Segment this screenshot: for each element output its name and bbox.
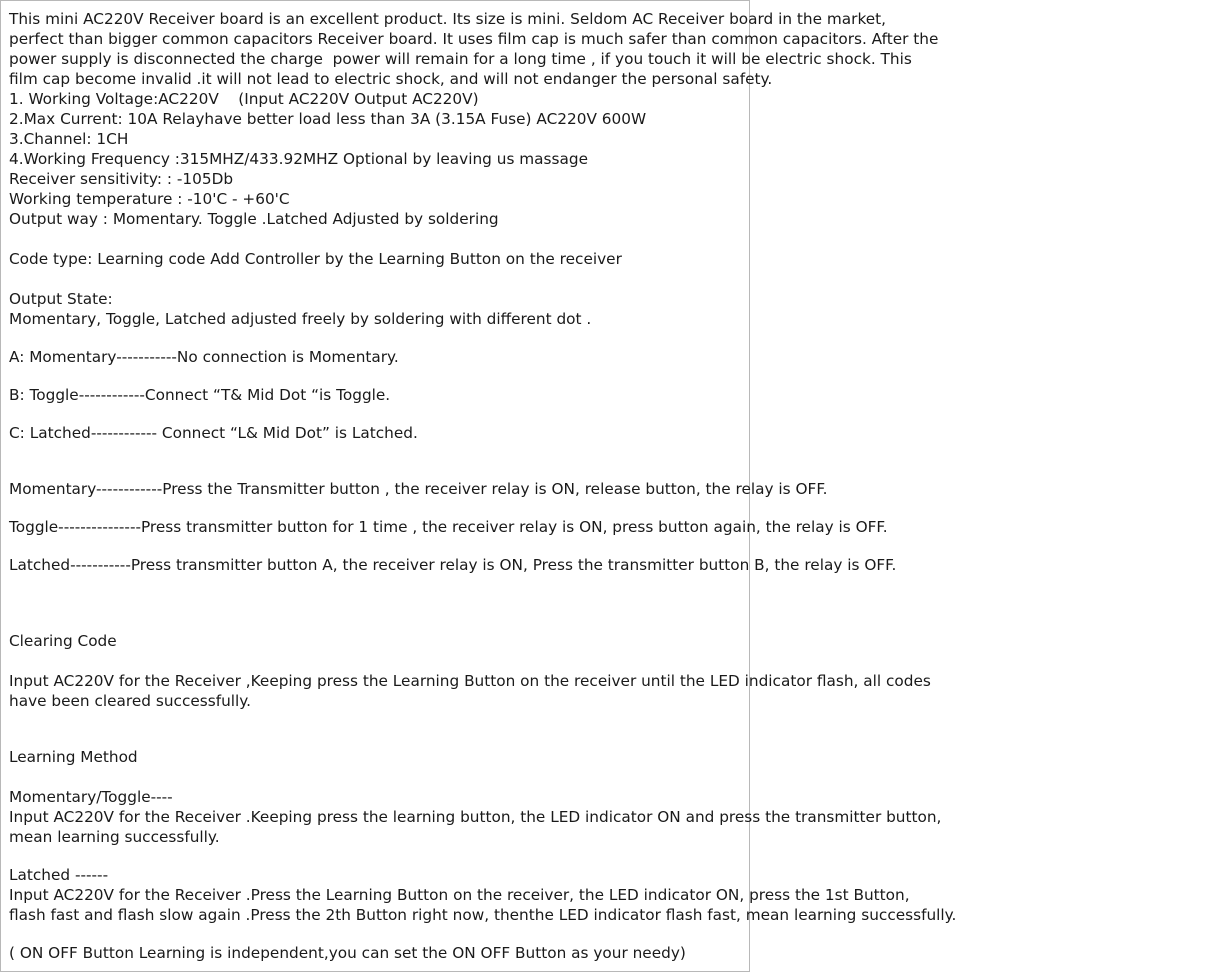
spec-voltage: 1. Working Voltage:AC220V (Input AC220V Output AC220V) — [9, 90, 479, 108]
intro-line-3: power supply is disconnected the charge power will remain for a long time , if you touch it will be electric shock. This — [9, 50, 912, 68]
learning-momentary-heading: Momentary/Toggle---- — [9, 788, 173, 806]
spec-channel: 3.Channel: 1CH — [9, 130, 129, 148]
output-state-heading: Output State: — [9, 290, 113, 308]
option-c-latched: C: Latched------------ Connect “L& Mid Dot” is Latched. — [9, 424, 418, 442]
learning-momentary-line-1: Input AC220V for the Receiver .Keeping press the learning button, the LED indicator ON and press the transmitter button, — [9, 808, 942, 826]
code-type: Code type: Learning code Add Controller by the Learning Button on the receiver — [9, 250, 622, 268]
spec-frequency: 4.Working Frequency :315MHZ/433.92MHZ Optional by leaving us massage — [9, 150, 588, 168]
intro-line-2: perfect than bigger common capacitors Receiver board. It uses film cap is much safer than common capacitors. After the — [9, 30, 939, 48]
learning-latched-line-1: Input AC220V for the Receiver .Press the Learning Button on the receiver, the LED indicator ON, press the 1st Button, — [9, 886, 910, 904]
spec-output-way: Output way : Momentary. Toggle .Latched Adjusted by soldering — [9, 210, 499, 228]
learning-latched-line-2: flash fast and flash slow again .Press the 2th Button right now, thenthe LED indicator flash fast, mean learning successfully. — [9, 906, 957, 924]
footer-note: ( ON OFF Button Learning is independent,you can set the ON OFF Button as your needy) — [9, 944, 686, 962]
clearing-code-heading: Clearing Code — [9, 632, 117, 650]
mode-latched: Latched-----------Press transmitter button A, the receiver relay is ON, Press the transmitter button B, the relay is OFF. — [9, 556, 897, 574]
clearing-code-line-2: have been cleared successfully. — [9, 692, 252, 710]
learning-momentary-line-2: mean learning successfully. — [9, 828, 220, 846]
clearing-code-line-1: Input AC220V for the Receiver ,Keeping press the Learning Button on the receiver until the LED indicator flash, all codes — [9, 672, 931, 690]
learning-method-heading: Learning Method — [9, 748, 138, 766]
mode-toggle: Toggle---------------Press transmitter button for 1 time , the receiver relay is ON, press button again, the relay is OFF. — [9, 518, 888, 536]
mode-momentary: Momentary------------Press the Transmitter button , the receiver relay is ON, release button, the relay is OFF. — [9, 480, 828, 498]
spec-sensitivity: Receiver sensitivity: : -105Db — [9, 170, 234, 188]
spec-temperature: Working temperature : -10'C - +60'C — [9, 190, 290, 208]
intro-line-1: This mini AC220V Receiver board is an excellent product. Its size is mini. Seldom AC Receiver board in the market, — [9, 10, 887, 28]
spec-current: 2.Max Current: 10A Relayhave better load less than 3A (3.15A Fuse) AC220V 600W — [9, 110, 647, 128]
document-body — [9, 9, 1209, 963]
intro-line-4: film cap become invalid .it will not lead to electric shock, and will not endanger the personal safety. — [9, 70, 773, 88]
learning-latched-heading: Latched ------ — [9, 866, 109, 884]
output-state-text: Momentary, Toggle, Latched adjusted freely by soldering with different dot . — [9, 310, 592, 328]
option-a-momentary: A: Momentary-----------No connection is Momentary. — [9, 348, 399, 366]
option-b-toggle: B: Toggle------------Connect “T& Mid Dot “is Toggle. — [9, 386, 391, 404]
